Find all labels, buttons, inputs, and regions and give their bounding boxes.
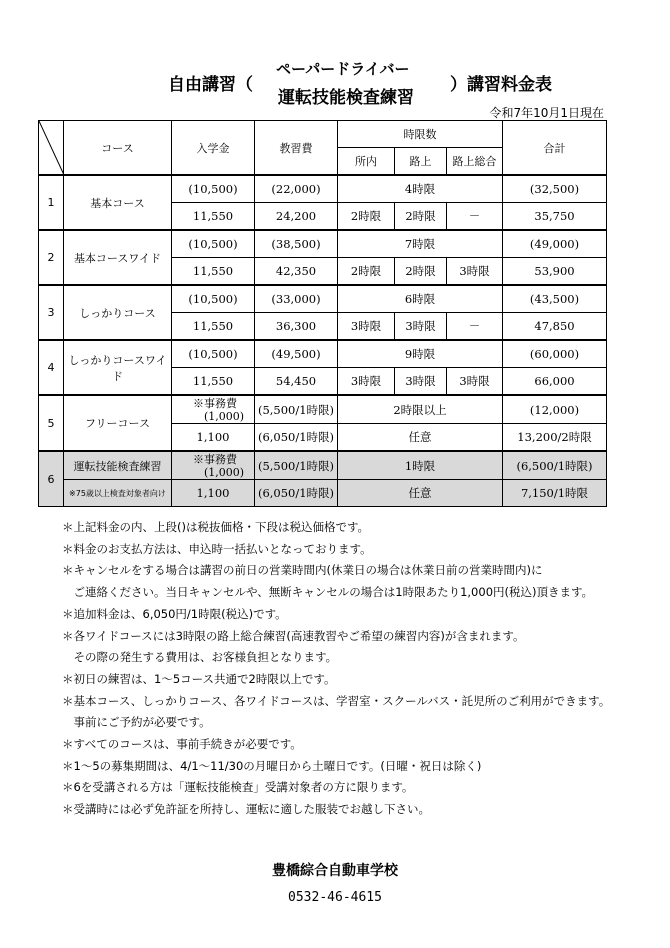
note-item: ＊6を受講される方は「運転技能検査」受講対象者の方に限ります。 xyxy=(62,780,414,795)
hours-in: 任意 xyxy=(338,424,503,452)
phone-number: 0532-46-4615 xyxy=(288,890,382,905)
course-name: しっかりコースワイド xyxy=(64,340,172,395)
hours-road: 2時限 xyxy=(395,258,447,286)
office-fee-ex xyxy=(172,451,255,480)
hours-span: 1時限 xyxy=(338,451,503,480)
tuition-ex: (5,500/1時限) xyxy=(255,451,338,480)
tuition-ex: (33,000) xyxy=(255,285,338,313)
tuition-in: 24,200 xyxy=(255,203,338,231)
hours-road: 3時限 xyxy=(395,368,447,396)
total-in: 35,750 xyxy=(503,203,607,231)
entry-in: 11,550 xyxy=(172,258,255,286)
course-name: 基本コース xyxy=(64,175,172,230)
entry-ex: (10,500) xyxy=(172,175,255,203)
page-title xyxy=(0,58,670,108)
note-item: 事前にご予約が必要です。 xyxy=(62,715,211,730)
total-ex: (32,500) xyxy=(503,175,607,203)
total-ex: (49,000) xyxy=(503,230,607,258)
tuition-in: (6,050/1時限) xyxy=(255,480,338,507)
tuition-ex: (49,500) xyxy=(255,340,338,368)
table-row xyxy=(39,480,607,507)
hours-road-total: － xyxy=(447,313,503,341)
title-line2: 運転技能検査練習 xyxy=(278,88,414,108)
note-item: ＊各ワイドコースには3時限の路上総合練習(高速教習やご希望の練習内容)が含まれます。 xyxy=(62,628,525,643)
row-number: 2 xyxy=(39,230,64,285)
total-ex: (60,000) xyxy=(503,340,607,368)
header-road-total: 路上総合 xyxy=(447,148,503,176)
row-number: 4 xyxy=(39,340,64,395)
tuition-in: 54,450 xyxy=(255,368,338,396)
note-item: ご連絡ください。当日キャンセルや、無断キャンセルの場合は1時限あたり1,000円(税込)頂きます。 xyxy=(62,585,594,600)
office-fee-in: 1,100 xyxy=(172,480,255,507)
entry-ex: (10,500) xyxy=(172,340,255,368)
total-in: 53,900 xyxy=(503,258,607,286)
office-fee-in: 1,100 xyxy=(172,424,255,452)
hours-road-total: 3時限 xyxy=(447,368,503,396)
tuition-ex: (5,500/1時限) xyxy=(255,395,338,424)
note-item: ＊基本コース、しっかりコース、各ワイドコースは、学習室・スクールバス・託児所のご利用ができます。 xyxy=(62,693,611,708)
header-road: 路上 xyxy=(395,148,447,176)
title-line1: ペーパードライバー xyxy=(276,60,410,78)
table-row xyxy=(39,175,607,203)
tuition-ex: (22,000) xyxy=(255,175,338,203)
entry-in: 11,550 xyxy=(172,313,255,341)
hours-span: 9時限 xyxy=(338,340,503,368)
course-name: フリーコース xyxy=(64,395,172,451)
tuition-in: 42,350 xyxy=(255,258,338,286)
header-tuition: 教習費 xyxy=(255,121,338,176)
row-number: 6 xyxy=(39,451,64,507)
entry-ex: (10,500) xyxy=(172,285,255,313)
hours-in-school: 3時限 xyxy=(338,368,395,396)
office-fee-ex-value: (1,000) xyxy=(203,409,245,423)
hours-span: 4時限 xyxy=(338,175,503,203)
note-item: ＊キャンセルをする場合は講習の前日の営業時間内(休業日の場合は休業日前の営業時間内)に xyxy=(62,563,543,578)
total-ex: (43,500) xyxy=(503,285,607,313)
course-subtitle: ※75歳以上検査対象者向け xyxy=(64,480,172,507)
note-item: ＊初日の練習は、1～5コース共通で2時限以上です。 xyxy=(62,671,336,686)
note-item: ＊受講時には必ず免許証を所持し、運転に適した服装でお越し下さい。 xyxy=(62,802,430,817)
note-item: ＊追加料金は、6,050円/1時限(税込)です。 xyxy=(62,606,287,621)
total-in: 47,850 xyxy=(503,313,607,341)
total-in: 66,000 xyxy=(503,368,607,396)
hours-road-total: － xyxy=(447,203,503,231)
header-course: コース xyxy=(64,121,172,176)
hours-span: 6時限 xyxy=(338,285,503,313)
note-item: ＊1～5の募集期間は、4/1～11/30の月曜日から土曜日です。(日曜・祝日は除く) xyxy=(62,758,482,773)
tuition-in: 36,300 xyxy=(255,313,338,341)
effective-date: 令和7年10月1日現在 xyxy=(489,106,604,120)
office-fee-ex xyxy=(172,395,255,424)
row-number: 5 xyxy=(39,395,64,451)
office-fee-label: ※事務費 xyxy=(193,396,237,410)
header-entry: 入学金 xyxy=(172,121,255,176)
entry-ex: (10,500) xyxy=(172,230,255,258)
header-corner xyxy=(39,121,64,176)
table-row xyxy=(39,230,607,258)
entry-in: 11,550 xyxy=(172,203,255,231)
header-in-school: 所内 xyxy=(338,148,395,176)
row-number: 1 xyxy=(39,175,64,230)
header-hours: 時限数 xyxy=(338,121,503,148)
hours-in: 任意 xyxy=(338,480,503,507)
title-left: 自由講習（ xyxy=(168,75,253,95)
total-in: 7,150/1時限 xyxy=(503,480,607,507)
row-number: 3 xyxy=(39,285,64,340)
hours-span: 2時限以上 xyxy=(338,395,503,424)
table-row xyxy=(39,285,607,313)
fee-table xyxy=(38,120,607,507)
course-name: しっかりコース xyxy=(64,285,172,340)
total-in: 13,200/2時限 xyxy=(503,424,607,452)
hours-road: 3時限 xyxy=(395,313,447,341)
entry-in: 11,550 xyxy=(172,368,255,396)
hours-span: 7時限 xyxy=(338,230,503,258)
hours-in-school: 2時限 xyxy=(338,258,395,286)
table-row xyxy=(39,340,607,368)
note-item: ＊すべてのコースは、事前手続きが必要です。 xyxy=(62,737,302,752)
notes-list xyxy=(62,517,610,821)
office-fee-label: ※事務費 xyxy=(193,452,237,466)
hours-road: 2時限 xyxy=(395,203,447,231)
header-total: 合計 xyxy=(503,121,607,176)
total-ex: (12,000) xyxy=(503,395,607,424)
course-name: 運転技能検査練習 xyxy=(64,451,172,480)
tuition-in: (6,050/1時限) xyxy=(255,424,338,452)
note-item: その際の発生する費用は、お客様負担となります。 xyxy=(62,650,338,665)
course-name: 基本コースワイド xyxy=(64,230,172,285)
office-fee-ex-value: (1,000) xyxy=(203,465,245,479)
diagonal-line xyxy=(39,121,64,175)
tuition-ex: (38,500) xyxy=(255,230,338,258)
total-ex: (6,500/1時限) xyxy=(503,451,607,480)
title-right: ）講習料金表 xyxy=(450,75,552,95)
hours-road-total: 3時限 xyxy=(447,258,503,286)
table-row xyxy=(39,451,607,480)
school-name: 豊橋綜合自動車学校 xyxy=(272,863,398,879)
hours-in-school: 3時限 xyxy=(338,313,395,341)
note-item: ＊上記料金の内、上段()は税抜価格・下段は税込価格です。 xyxy=(62,520,370,534)
table-row xyxy=(39,395,607,424)
note-item: ＊料金のお支払方法は、申込時一括払いとなっております。 xyxy=(62,541,372,556)
hours-in-school: 2時限 xyxy=(338,203,395,231)
